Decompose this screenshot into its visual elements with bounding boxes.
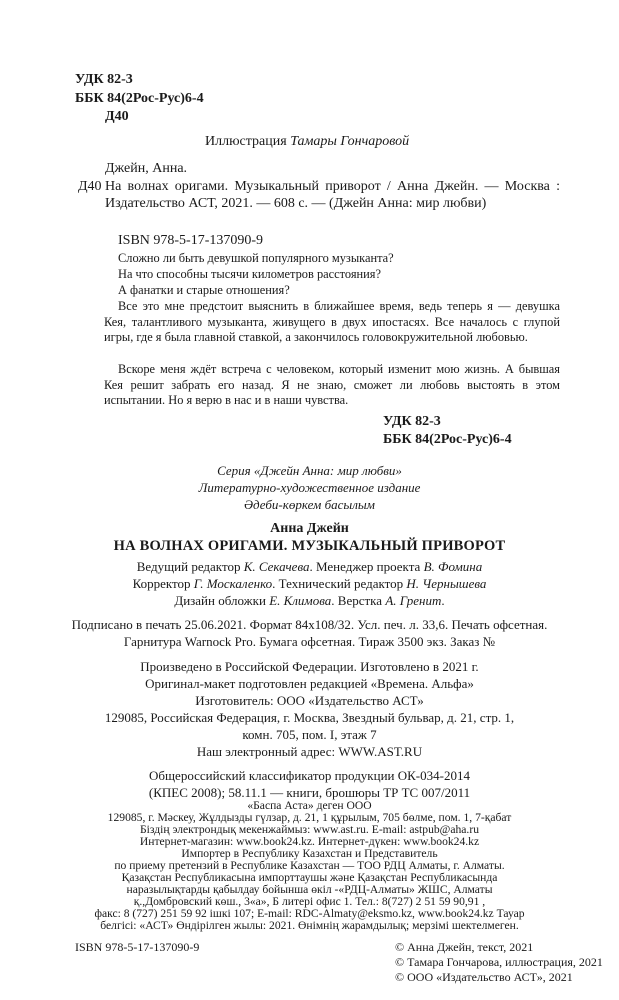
annotation-question-2: На что способны тысячи километров расстояния? bbox=[118, 267, 382, 281]
tech-editor-label: . Технический редактор bbox=[272, 576, 407, 591]
bib-author-heading: Джейн, Анна. bbox=[105, 161, 188, 176]
kz-line-10: факс: 8 (727) 251 59 92 ішкі 107; E-mail: RDC-Almaty@eksmo.kz, www.book24.kz Тауар bbox=[94, 907, 525, 920]
credits-end-dot: . bbox=[441, 593, 445, 608]
cover-design-label: Дизайн обложки bbox=[174, 593, 270, 608]
annotation-paragraph-2: Вскоре меня ждёт встреча с человеком, который изменит мою жизнь. А бывшая Кея решит забрать его назад. Я не знаю, сможет ли любовь выстоять в этом испытании. Но я верю в нас и в наши чувства. bbox=[104, 362, 560, 407]
author-code-top: Д40 bbox=[105, 109, 129, 124]
tech-editor-name: Н. Чернышева bbox=[406, 576, 487, 591]
proofreader-label: Корректор bbox=[132, 576, 194, 591]
layout-name: А. Гренит bbox=[385, 593, 442, 608]
lead-editor-label: Ведущий редактор bbox=[136, 559, 244, 574]
print-info-line-2: Гарнитура Warnock Pro. Бумага офсетная. Тираж 3500 экз. Заказ № bbox=[123, 634, 496, 649]
kz-line-5: Импортер в Республику Казахстан и Представитель bbox=[181, 847, 438, 860]
producer-line-1: Произведено в Российской Федерации. Изготовлено в 2021 г. bbox=[140, 659, 479, 674]
print-info-line-1: Подписано в печать 25.06.2021. Формат 84x108/32. Усл. печ. л. 33,6. Печать офсетная. bbox=[71, 617, 548, 632]
kz-line-11: белгісі: «АСТ» Өндірілген жылы: 2021. Өнімнің жарамдылық; мерзімі шектелмеген. bbox=[100, 919, 519, 932]
classifier-line-2: (КПЕС 2008); 58.11.1 — книги, брошюры ТР ТС 007/2011 bbox=[148, 785, 471, 800]
bib-description: На волнах оригами. Музыкальный приворот / Анна Джейн. — Москва : Издательство АСТ, 2021. — 608 с. — (Джейн Анна: мир любви) bbox=[105, 179, 560, 211]
cover-design-name: Е. Климова bbox=[269, 593, 332, 608]
kz-line-3: Біздің электрондық мекенжаймыз: www.ast.ru. E-mail: astpub@aha.ru bbox=[140, 823, 479, 836]
bbk-bottom: ББК 84(2Рос-Рус)6-4 bbox=[383, 432, 512, 447]
copyright-author: © Анна Джейн, текст, 2021 bbox=[395, 940, 534, 954]
footer-isbn: ISBN 978-5-17-137090-9 bbox=[75, 940, 200, 954]
producer-line-4: 129085, Российская Федерация, г. Москва, Звездный бульвар, д. 21, стр. 1, bbox=[104, 710, 515, 725]
kz-line-8: наразылықтарды қабылдау бойынша өкіл -«РДЦ-Алматы» ЖШС, Алматы bbox=[126, 883, 493, 896]
bbk-top: ББК 84(2Рос-Рус)6-4 bbox=[75, 91, 204, 106]
producer-line-2: Оригинал-макет подготовлен редакцией «Времена. Альфа» bbox=[145, 676, 474, 691]
series-line: Серия «Джейн Анна: мир любви» bbox=[217, 463, 402, 478]
credits-line-1 bbox=[0, 559, 619, 575]
annotation-question-3: А фанатки и старые отношения? bbox=[118, 283, 290, 297]
project-manager-label: . Менеджер проекта bbox=[309, 559, 424, 574]
layout-label: . Верстка bbox=[331, 593, 386, 608]
bib-isbn: ISBN 978-5-17-137090-9 bbox=[118, 233, 264, 248]
proofreader-name: Г. Москаленко bbox=[193, 576, 273, 591]
kz-line-4: Интернет-магазин: www.book24.kz. Интернет-дүкен: www.book24.kz bbox=[139, 835, 480, 848]
illustration-credit bbox=[205, 133, 409, 150]
annotation-question-1: Сложно ли быть девушкой популярного музыканта? bbox=[118, 251, 394, 265]
classifier-line-1: Общероссийский классификатор продукции ОК-034-2014 bbox=[149, 768, 470, 783]
bib-code: Д40 bbox=[78, 179, 102, 194]
producer-line-3: Изготовитель: ООО «Издательство АСТ» bbox=[195, 693, 424, 708]
udk-bottom: УДК 82-3 bbox=[383, 414, 441, 429]
book-author: Анна Джейн bbox=[270, 521, 349, 536]
copyright-illustrator: © Тамара Гончарова, иллюстрация, 2021 bbox=[395, 955, 603, 969]
kz-line-7: Қазақстан Республикасына импорттаушы және Қазақстан Республикасында bbox=[121, 871, 498, 884]
copyright-publisher: © ООО «Издательство АСТ», 2021 bbox=[395, 970, 573, 984]
credits-line-3 bbox=[0, 593, 619, 609]
edition-type: Литературно-художественное издание bbox=[198, 480, 421, 495]
producer-line-5: комн. 705, пом. I, этаж 7 bbox=[242, 727, 377, 742]
illustration-prefix: Иллюстрация bbox=[205, 134, 291, 149]
edition-type-kz: Әдеби-көркем басылым bbox=[244, 497, 375, 512]
producer-website: Наш электронный адрес: WWW.AST.RU bbox=[196, 744, 423, 759]
annotation-paragraph-1: Все это мне предстоит выяснить в ближайшее время, ведь теперь я — девушка Кея, талантливого музыканта, живущего в двух ипостасях. Все началось с глупой игры, где я была главной ставкой, а закончилось головокружительной любовью. bbox=[104, 299, 560, 344]
book-title: НА ВОЛНАХ ОРИГАМИ. МУЗЫКАЛЬНЫЙ ПРИВОРОТ bbox=[113, 538, 506, 554]
illustration-name: Тамары Гончаровой bbox=[290, 134, 410, 149]
udk-top: УДК 82-3 bbox=[75, 72, 133, 87]
kz-line-6: по приему претензий в Республике Казахстан — ТОО РДЦ Алматы, г. Алматы. bbox=[114, 859, 505, 872]
credits-line-2 bbox=[0, 576, 619, 592]
kz-line-9: қ.,Домбровский көш., 3«а», Б литері офис 1. Тел.: 8(727) 2 51 59 90,91 , bbox=[133, 895, 486, 908]
kz-line-2: 129085, г. Мәскеу, Жұлдызды гүлзар, д. 21, 1 құрылым, 705 бөлме, пом. 1, 7-қабат bbox=[107, 811, 512, 824]
lead-editor-name: К. Секачева bbox=[243, 559, 310, 574]
kz-line-1: «Баспа Аста» деген ООО bbox=[247, 799, 372, 812]
project-manager-name: В. Фомина bbox=[423, 559, 483, 574]
